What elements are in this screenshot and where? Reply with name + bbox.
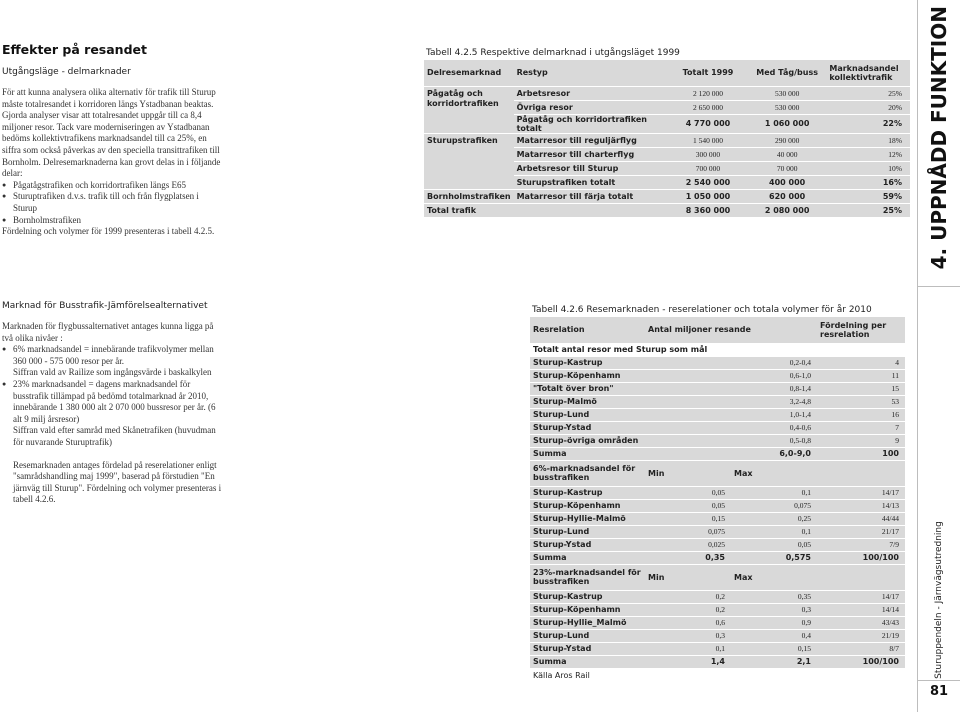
resemarknad-table	[530, 317, 905, 683]
section-title: Totalt antal resor med Sturup som mål	[530, 343, 905, 356]
cell: 3,2-4,8	[645, 395, 817, 408]
cell: 620 000	[748, 189, 827, 203]
intro-paragraph: Marknaden för flygbussalternativet antages kunna ligga på två olika nivåer :	[2, 321, 214, 343]
cell: 100/100	[817, 551, 905, 564]
list-item: ● Sturuptrafiken d.v.s. trafik till och från flygplatsen i Sturup	[2, 191, 224, 214]
cell: 6%-marknadsandel för busstrafiken	[530, 460, 645, 486]
cell: 0,3	[731, 603, 817, 616]
cell: 16%	[826, 175, 910, 189]
cell: 2 080 000	[748, 203, 827, 217]
table-row	[530, 382, 905, 395]
cell: 0,2-0,4	[645, 356, 817, 369]
cell: 290 000	[748, 133, 827, 147]
cell: 0,1	[731, 486, 817, 499]
cell: 18%	[826, 133, 910, 147]
table-header-row	[424, 60, 910, 86]
table-total-row	[424, 189, 910, 203]
cell: 2 650 000	[668, 100, 748, 114]
divider	[918, 286, 960, 287]
list-item-text: 23% marknadsandel = dagens marknadsandel för busstrafik tillämpad på bedömd totalmarknad år 2010, innebärande 1 380 000 alt 2 070 000 bussresor per år. (6 alt 9 milj årsresor)	[13, 378, 216, 424]
cell: 1 050 000	[668, 189, 748, 203]
document-tab	[918, 520, 960, 680]
section-heading: Effekter på resandet	[2, 42, 147, 57]
table-row	[530, 525, 905, 538]
table-sum-row	[530, 655, 905, 668]
table-caption: Tabell 4.2.5 Respektive delmarknad i utgångsläget 1999	[426, 48, 680, 58]
cell: 8 360 000	[668, 203, 748, 217]
chapter-title: 4. UPPNÅDD FUNKTION	[927, 6, 951, 270]
cell: 0,05	[645, 486, 731, 499]
section-title-row	[530, 343, 905, 356]
cell: 0,35	[645, 551, 731, 564]
table-row	[530, 499, 905, 512]
cell: 100	[817, 447, 905, 460]
cell: Sturup-Ystad	[530, 538, 645, 551]
cell: Sturup-Kastrup	[530, 356, 645, 369]
cell: 0,35	[731, 590, 817, 603]
cell: Sturup-Ystad	[530, 642, 645, 655]
list-item: ● Bornholmstrafiken	[2, 215, 224, 227]
cell: Min	[645, 564, 731, 590]
divider	[918, 680, 960, 681]
levels-list	[2, 344, 224, 448]
closing-paragraph: Fördelning och volymer för 1999 presenteras i tabell 4.2.5.	[2, 226, 215, 237]
cell: 4 770 000	[668, 114, 748, 133]
delmarknader-list	[2, 180, 224, 226]
cell: 0,05	[645, 499, 731, 512]
cell: "Totalt över bron"	[530, 382, 645, 395]
cell: Källa Aros Rail	[530, 668, 905, 682]
cell: Max	[731, 460, 817, 486]
cell: 2 540 000	[668, 175, 748, 189]
cell: 1,0-1,4	[645, 408, 817, 421]
cell: Sturup-Ystad	[530, 421, 645, 434]
column-header: Antal miljoner resande	[645, 317, 817, 343]
cell	[817, 460, 905, 486]
cell: 700 000	[668, 161, 748, 175]
column-header: Med Tåg/buss	[748, 60, 827, 86]
table-row	[424, 86, 910, 100]
page-number: 81	[929, 684, 949, 699]
table-row	[530, 629, 905, 642]
cell: Sturup-Lund	[530, 629, 645, 642]
cell: 20%	[826, 100, 910, 114]
group-label: Total trafik	[424, 203, 514, 217]
cell: 0,4	[731, 629, 817, 642]
cell: 0,8-1,4	[645, 382, 817, 395]
list-item-text: 6% marknadsandel = innebärande trafikvolymer mellan 360 000 - 575 000 resor per år.	[13, 344, 214, 366]
cell: 8/7	[817, 642, 905, 655]
cell: 0,3	[645, 629, 731, 642]
document-title: Sturuppendeln - Järnvägsutredning	[934, 521, 944, 679]
cell: 530 000	[748, 100, 827, 114]
section-heading: Marknad för Busstrafik-Jämförelsealternativet	[2, 301, 208, 311]
group-label: Sturupstrafiken	[424, 133, 514, 189]
cell: Summa	[530, 551, 645, 564]
column-header: Marknadsandel kollektivtrafik	[826, 60, 910, 86]
cell: 0,6-1,0	[645, 369, 817, 382]
cell: 0,05	[731, 538, 817, 551]
cell: 10%	[826, 161, 910, 175]
cell: 4	[817, 356, 905, 369]
list-item-note: Siffran vald av Railize som ingångsvärde i baskalkylen	[13, 367, 212, 378]
cell: 1 060 000	[748, 114, 827, 133]
cell: 12%	[826, 147, 910, 161]
cell: 0,4-0,6	[645, 421, 817, 434]
cell: 0,6	[645, 616, 731, 629]
table-row	[530, 369, 905, 382]
cell: 0,2	[645, 603, 731, 616]
cell: 9	[817, 434, 905, 447]
table-row	[530, 356, 905, 369]
table-row	[530, 603, 905, 616]
cell: Sturup-Köpenhamn	[530, 603, 645, 616]
intro-paragraph: För att kunna analysera olika alternativ för trafik till Sturup måste totalresandet i korridoren längs Ystadbanan beaktas. Gjorda analyser visar att totalresandet uppgår till ca 8,4 miljoner resor. Tack vare moderniseringen av Ystadbanan bedöms kollektivtrafikens marknadsandel till ca 25%, en siffra som också påverkas av den speciella transittrafiken till Bornholm. Delresemarknaderna kan grovt delas in i följande delar:	[2, 87, 221, 179]
cell: Pågatåg och korridortrafiken totalt	[514, 114, 668, 133]
cell	[817, 564, 905, 590]
cell: 1,4	[645, 655, 731, 668]
cell: 59%	[826, 189, 910, 203]
cell: 14/14	[817, 603, 905, 616]
cell: 0,15	[645, 512, 731, 525]
cell: 25%	[826, 203, 910, 217]
cell: 6,0-9,0	[645, 447, 817, 460]
cell: Sturup-Kastrup	[530, 590, 645, 603]
cell: 14/13	[817, 499, 905, 512]
section-title-row	[530, 564, 905, 590]
table-row	[530, 408, 905, 421]
table-grand-total-row	[424, 203, 910, 217]
cell: 53	[817, 395, 905, 408]
cell: 21/19	[817, 629, 905, 642]
cell: Sturup-Köpenhamn	[530, 499, 645, 512]
cell: 7	[817, 421, 905, 434]
cell: 44/44	[817, 512, 905, 525]
column-header: Restyp	[514, 60, 668, 86]
cell: Övriga resor	[514, 100, 668, 114]
cell: 21/17	[817, 525, 905, 538]
list-item-note: Siffran vald efter samråd med Skånetrafiken (huvudman för nuvarande Sturuptrafik)	[13, 425, 216, 447]
cell: 0,575	[731, 551, 817, 564]
cell: 2,1	[731, 655, 817, 668]
table-row	[530, 512, 905, 525]
column-header: Fördelning per resrelation	[817, 317, 905, 343]
cell: 15	[817, 382, 905, 395]
cell: 2 120 000	[668, 86, 748, 100]
cell: 1 540 000	[668, 133, 748, 147]
table-caption: Tabell 4.2.6 Resemarknaden - reserelationer och totala volymer för år 2010	[532, 305, 872, 315]
cell: 11	[817, 369, 905, 382]
cell: 300 000	[668, 147, 748, 161]
list-item: ● Pågatågstrafiken och korridortrafiken längs E65	[2, 180, 224, 192]
table-4-2-5	[424, 46, 910, 218]
cell: Sturup-Malmö	[530, 395, 645, 408]
cell: 0,25	[731, 512, 817, 525]
cell: Sturup-Lund	[530, 408, 645, 421]
cell: Matarresor till charterflyg	[514, 147, 668, 161]
column-header: Totalt 1999	[668, 60, 748, 86]
table-row	[530, 616, 905, 629]
cell: 0,1	[731, 525, 817, 538]
cell: Sturupstrafiken totalt	[514, 175, 668, 189]
cell: 14/17	[817, 486, 905, 499]
cell: 22%	[826, 114, 910, 133]
cell: Arbetsresor	[514, 86, 668, 100]
table-header-row	[530, 317, 905, 343]
cell: Arbetsresor till Sturup	[514, 161, 668, 175]
group-label: Pågatåg och korridortrafiken	[424, 86, 514, 133]
table-sum-row	[530, 551, 905, 564]
cell: Summa	[530, 447, 645, 460]
delmarknad-table	[424, 60, 910, 218]
cell: Sturup-Hyllie_Malmö	[530, 616, 645, 629]
cell: 0,075	[645, 525, 731, 538]
cell: 14/17	[817, 590, 905, 603]
cell: 0,075	[731, 499, 817, 512]
cell: Sturup-Köpenhamn	[530, 369, 645, 382]
cell: 40 000	[748, 147, 827, 161]
cell: 16	[817, 408, 905, 421]
cell: 530 000	[748, 86, 827, 100]
section-subheading: Utgångsläge - delmarknader	[2, 67, 131, 77]
section-title-row	[530, 460, 905, 486]
table-sum-row	[530, 447, 905, 460]
table-4-2-6	[530, 304, 905, 683]
list-item	[2, 344, 224, 379]
cell: 0,2	[645, 590, 731, 603]
table-row	[530, 486, 905, 499]
cell: 7/9	[817, 538, 905, 551]
cell: 0,025	[645, 538, 731, 551]
table-row	[530, 434, 905, 447]
cell	[514, 203, 668, 217]
table-row	[530, 590, 905, 603]
cell: 70 000	[748, 161, 827, 175]
cell: 400 000	[748, 175, 827, 189]
cell: Sturup-Kastrup	[530, 486, 645, 499]
table-row	[530, 642, 905, 655]
group-label: Bornholmstrafiken	[424, 189, 514, 203]
column-header: Resrelation	[530, 317, 645, 343]
cell: 25%	[826, 86, 910, 100]
list-item	[2, 379, 224, 449]
table-row	[530, 538, 905, 551]
table-row	[530, 395, 905, 408]
cell: Matarresor till färja totalt	[514, 189, 668, 203]
table-row	[424, 133, 910, 147]
cell: Matarresor till reguljärflyg	[514, 133, 668, 147]
cell: 100/100	[817, 655, 905, 668]
closing-paragraph: Resemarknaden antages fördelad på reserelationer enligt "samrådshandling maj 1999", baserad på förstudien "En järnväg till Sturup". Fördelning och volymer presenteras i tabell 4.2.6.	[13, 459, 222, 505]
cell: Min	[645, 460, 731, 486]
cell: 0,15	[731, 642, 817, 655]
cell: 0,1	[645, 642, 731, 655]
cell: Sturup-Hyllie-Malmö	[530, 512, 645, 525]
cell: 43/43	[817, 616, 905, 629]
cell: 0,5-0,8	[645, 434, 817, 447]
cell: 23%-marknadsandel för busstrafiken	[530, 564, 645, 590]
column-header: Delresemarknad	[424, 60, 514, 86]
intro-section	[2, 42, 224, 238]
bus-market-section	[2, 301, 224, 506]
table-row	[530, 421, 905, 434]
cell: Sturup-Lund	[530, 525, 645, 538]
source-row	[530, 668, 905, 682]
cell: 0,9	[731, 616, 817, 629]
chapter-tab	[918, 0, 960, 286]
cell: Summa	[530, 655, 645, 668]
cell: Sturup-övriga områden	[530, 434, 645, 447]
cell: Max	[731, 564, 817, 590]
